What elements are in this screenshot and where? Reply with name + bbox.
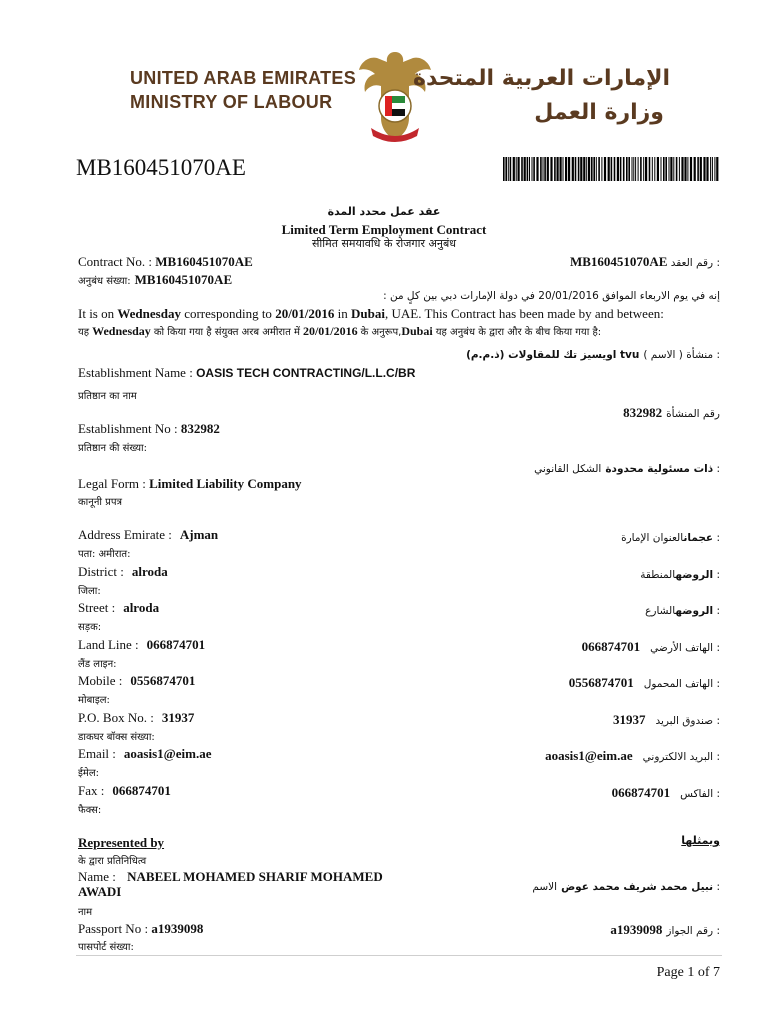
intro-hi-mid2: के अनुरूप, <box>360 327 402 338</box>
field-value-ar: الروضه <box>675 605 714 617</box>
title-hi: सीमित समयावधि के रोजगार अनुबंध <box>312 237 456 250</box>
barcode-bar <box>700 157 702 181</box>
field-row-ar <box>545 747 720 765</box>
barcode-bar <box>518 157 520 181</box>
intro-en-pre: It is on <box>78 306 115 321</box>
field-row-ar <box>569 674 720 692</box>
field-value-ar: 066874701 <box>581 638 641 654</box>
field-label: Mobile : <box>78 673 123 688</box>
barcode-bar <box>694 157 696 181</box>
establishment-no-value: 832982 <box>180 421 220 436</box>
field-label: P.O. Box No. : <box>78 709 154 725</box>
barcode-bar <box>706 157 708 181</box>
contract-number-ar <box>570 254 720 270</box>
barcode-bar <box>690 157 692 181</box>
field-row <box>78 746 211 762</box>
title-ar: عقد عمل محدد المدة <box>327 205 441 218</box>
barcode-bar <box>679 157 680 181</box>
field-value: Ajman <box>179 527 219 542</box>
intro-hi-post: यह अनुबंध के द्वारा और के बीच किया गया है: <box>435 327 602 338</box>
passport-value: a1939098 <box>151 921 204 936</box>
barcode-bar <box>697 157 699 181</box>
barcode-bar <box>638 157 639 181</box>
page-number: Page 1 of 7 <box>656 965 720 980</box>
field-label-hi: पता: अमीरात: <box>78 549 131 560</box>
rep-name-hi: नाम <box>78 907 93 918</box>
contract-number-label: Contract No. : <box>78 254 153 269</box>
establishment-no-ar-label: رقم المنشأة <box>666 408 720 420</box>
barcode-bar <box>670 157 672 181</box>
ministry-header-en <box>130 66 356 114</box>
ministry-header-ar <box>413 62 670 130</box>
barcode-bar <box>716 157 718 181</box>
contract-number-value: MB160451070AE <box>155 254 253 269</box>
barcode-bar <box>652 157 653 181</box>
barcode-bar <box>714 157 715 181</box>
barcode-bar <box>676 157 678 181</box>
barcode-bar <box>604 157 606 181</box>
barcode-bar <box>649 157 651 181</box>
legal-form-value: Limited Liability Company <box>149 476 302 491</box>
field-label: Email : <box>78 746 116 761</box>
legal-form <box>78 476 302 492</box>
contract-number-value-ar: MB160451070AE <box>569 254 668 269</box>
barcode-bar <box>527 157 529 181</box>
field-value: 066874701 <box>146 636 206 652</box>
field-row <box>78 564 168 580</box>
barcode-bar <box>635 157 636 181</box>
barcode-bar <box>703 157 705 181</box>
barcode-bar <box>560 157 562 181</box>
country-name-en: UNITED ARAB EMIRATES <box>130 68 356 88</box>
field-row-ar <box>611 528 720 546</box>
field-label-hi: ईमेल: <box>78 768 100 779</box>
barcode-bar <box>601 157 602 181</box>
ministry-name-en: MINISTRY OF LABOUR <box>130 92 333 112</box>
rep-name-value: NABEEL MOHAMED SHARIF MOHAMED <box>127 869 383 884</box>
barcode-bar <box>591 157 593 181</box>
field-label-hi: जिला: <box>78 585 101 597</box>
establishment-no <box>78 421 220 437</box>
barcode-bar <box>568 157 570 181</box>
establishment-no-ar-value: 832982 <box>623 405 663 420</box>
rep-name-ar-value: نبيل محمد شريف محمد عوض <box>561 881 714 893</box>
contract-number-en <box>78 254 253 270</box>
field-row-ar <box>630 565 720 583</box>
intro-en-post: , UAE. This Contract has been made by and between: <box>385 306 664 321</box>
barcode-bar <box>554 157 556 181</box>
field-row-ar <box>613 711 720 729</box>
field-value: 31937 <box>161 709 195 725</box>
field-row-ar <box>582 638 720 656</box>
field-label-hi: डाकघर बॉक्स संख्या: <box>78 731 155 743</box>
intro-hi <box>78 324 601 339</box>
barcode-bar <box>608 157 610 181</box>
barcode-bar <box>643 157 644 181</box>
barcode-bar <box>557 157 559 181</box>
field-value-ar: 0556874701 <box>568 675 634 690</box>
establishment-name <box>78 365 415 381</box>
barcode-bar <box>524 157 526 181</box>
rep-name-value-cont: AWADI <box>78 884 122 899</box>
rep-name-label: Name : <box>78 869 116 884</box>
field-value-ar: aoasis1@eim.ae <box>545 748 633 763</box>
barcode-bar <box>578 157 580 181</box>
barcode-bar <box>712 157 713 181</box>
barcode-bar <box>529 157 530 181</box>
field-label-ar: الهاتف الأرضي : <box>650 641 720 654</box>
legal-form-hi: कानूनी प्रपत्र <box>78 497 123 508</box>
establishment-name-ar-label: منشأة ( الاسم ) : <box>643 349 720 361</box>
intro-en <box>78 306 664 322</box>
legal-form-ar-value: ذات مسئولية محدودة <box>605 463 714 475</box>
establishment-name-hi: प्रतिष्ठान का नाम <box>78 391 137 402</box>
establishment-no-hi: प्रतिष्ठान की संख्या: <box>78 443 148 454</box>
barcode-bar <box>510 157 512 181</box>
legal-form-ar-label: الشكل القانوني : <box>534 463 720 475</box>
establishment-name-value: OASIS TECH CONTRACTING/L.L.C/BR <box>196 366 416 380</box>
barcode-bar <box>533 157 535 181</box>
field-label-ar: صندوق البريد : <box>655 714 720 727</box>
intro-en-mid: corresponding to <box>184 306 272 321</box>
barcode-bar <box>583 157 585 181</box>
barcode-bar <box>620 157 622 181</box>
field-label-ar: المنطقة : <box>640 568 720 581</box>
barcode-bar <box>572 157 574 181</box>
passport-ar-value: a1939098 <box>610 922 663 937</box>
document-code: MB160451070AE <box>76 155 246 180</box>
barcode-bar <box>565 157 567 181</box>
field-label: Land Line : <box>78 636 139 652</box>
represented-by-hi: के द्वारा प्रतिनिधित्व <box>78 856 147 867</box>
intro-en-day: Wednesday <box>117 306 181 321</box>
barcode-bar <box>521 157 523 181</box>
establishment-name-ar-value: اويسيز تك للمقاولات (ذ.م.م) tvu <box>466 349 640 361</box>
field-value-ar: عجمان <box>683 532 714 544</box>
passport-hi: पासपोर्ट संख्या: <box>78 942 134 953</box>
field-label-ar: الشارع : <box>645 605 720 617</box>
barcode <box>503 157 719 181</box>
barcode-bar <box>687 157 688 181</box>
barcode-bar <box>665 157 667 181</box>
barcode-bar <box>661 157 662 181</box>
contract-number-label-ar: رقم العقد : <box>670 257 720 269</box>
establishment-name-label: Establishment Name : <box>78 365 193 380</box>
field-value: alroda <box>131 563 168 579</box>
barcode-bar <box>563 157 564 181</box>
contract-number-hi <box>78 271 232 289</box>
rep-name-cont <box>78 884 121 900</box>
barcode-bar <box>614 157 616 181</box>
field-label-ar: البريد الالكتروني : <box>642 751 720 763</box>
field-value: alroda <box>123 600 160 615</box>
field-row-ar <box>612 784 720 802</box>
field-row <box>78 710 194 726</box>
barcode-bar <box>508 157 509 181</box>
intro-hi-date: 20/01/2016 <box>302 324 358 338</box>
rep-name-ar <box>532 877 720 895</box>
barcode-bar <box>532 157 533 181</box>
barcode-bar <box>626 157 628 181</box>
legal-form-label: Legal Form : <box>78 476 146 491</box>
barcode-bar <box>586 157 587 181</box>
barcode-bar <box>575 157 577 181</box>
barcode-bar <box>505 157 507 181</box>
intro-hi-day: Wednesday <box>92 324 151 338</box>
legal-form-ar <box>534 459 720 477</box>
barcode-bar <box>593 157 595 181</box>
passport <box>78 921 203 937</box>
intro-hi-city: Dubai <box>401 324 433 338</box>
barcode-bar <box>617 157 619 181</box>
field-value-ar: الروضه <box>675 568 714 581</box>
barcode-bar <box>633 157 634 181</box>
intro-en-date: 20/01/2016 <box>275 306 335 321</box>
barcode-bar <box>628 157 630 181</box>
barcode-bar <box>640 157 642 181</box>
barcode-bar <box>663 157 665 181</box>
barcode-bar <box>544 157 546 181</box>
field-row <box>78 527 218 543</box>
barcode-bar <box>669 157 670 181</box>
field-value: 066874701 <box>112 782 171 798</box>
barcode-bar <box>503 157 505 181</box>
field-label: Street : <box>78 600 116 615</box>
field-label-ar: الهاتف المحمول : <box>643 678 720 690</box>
field-label-ar: الفاكس : <box>680 787 720 800</box>
field-label: Fax : <box>78 782 105 798</box>
contract-number-label-hi: अनुबंध संख्या: <box>78 276 131 287</box>
barcode-bar <box>654 157 655 181</box>
footer-divider <box>76 955 722 956</box>
barcode-bar <box>543 157 544 181</box>
establishment-name-ar <box>466 345 720 363</box>
field-label-hi: मोबाइल: <box>78 695 110 706</box>
barcode-bar <box>598 157 600 181</box>
barcode-bar <box>588 157 590 181</box>
barcode-bar <box>645 157 647 181</box>
establishment-no-label: Establishment No : <box>78 421 178 436</box>
field-label-hi: फैक्स: <box>78 804 102 816</box>
field-row-ar <box>635 601 720 619</box>
rep-name <box>78 869 383 885</box>
barcode-bar <box>580 157 582 181</box>
field-value-ar: 066874701 <box>611 784 671 800</box>
field-value: aoasis1@eim.ae <box>123 746 212 761</box>
intro-hi-pre: यह <box>78 327 90 338</box>
barcode-bar <box>540 157 542 181</box>
intro-en-in: in <box>337 306 348 321</box>
field-row <box>78 637 205 653</box>
passport-ar-label: رقم الجواز : <box>666 925 720 937</box>
ministry-name-ar: وزارة العمل <box>534 100 664 125</box>
field-value-ar: 31937 <box>612 711 646 727</box>
barcode-bar <box>623 157 625 181</box>
represented-by-title: Represented by <box>78 835 165 850</box>
barcode-bar <box>547 157 549 181</box>
barcode-bar <box>516 157 517 181</box>
barcode-bar <box>684 157 686 181</box>
barcode-bar <box>681 157 683 181</box>
field-row <box>78 600 159 616</box>
field-row <box>78 673 195 689</box>
field-label: District : <box>78 563 124 579</box>
country-name-ar: الإمارات العربية المتحدة <box>412 66 670 91</box>
represented-by-title-ar: ويمثلها <box>681 834 720 847</box>
field-value: 0556874701 <box>130 673 196 688</box>
intro-ar: إنه في يوم الاربعاء الموافق 20/01/2016 في دولة الإمارات دبي بين كلٍ من : <box>383 290 720 302</box>
title-en: Limited Term Employment Contract <box>281 222 487 237</box>
barcode-bar <box>550 157 552 181</box>
intro-en-city: Dubai <box>351 306 386 321</box>
passport-label: Passport No : <box>78 921 149 936</box>
barcode-bar <box>536 157 538 181</box>
field-label-hi: लैंड लाइन: <box>78 658 117 670</box>
passport-ar <box>610 921 720 939</box>
barcode-bar <box>657 157 659 181</box>
barcode-bar <box>710 157 711 181</box>
field-row <box>78 783 171 799</box>
intro-hi-mid: को किया गया है संयुक्त अरब अमीरात में <box>153 327 300 338</box>
barcode-bar <box>611 157 613 181</box>
barcode-bar <box>513 157 515 181</box>
barcode-bar <box>632 157 633 181</box>
barcode-bar <box>596 157 597 181</box>
field-label-ar: العنوان الإمارة : <box>621 532 720 544</box>
field-label-hi: सड़क: <box>78 622 102 633</box>
contract-number-value-hi: MB160451070AE <box>134 272 233 287</box>
establishment-no-ar <box>623 404 720 422</box>
barcode-bar <box>673 157 674 181</box>
field-label: Address Emirate : <box>78 527 172 542</box>
rep-name-ar-label: الاسم : <box>532 881 720 893</box>
